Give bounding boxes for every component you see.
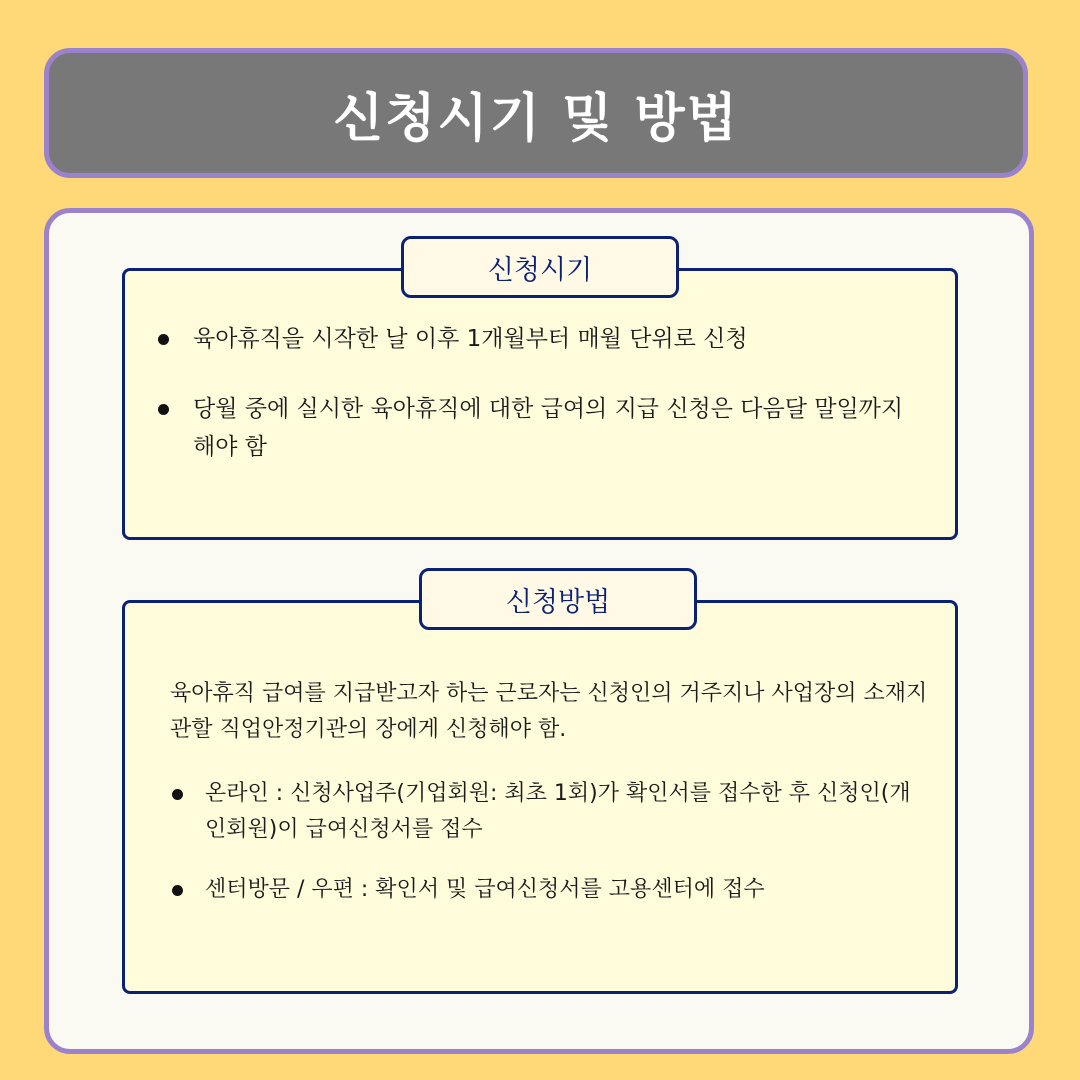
bullet-dot-icon bbox=[172, 789, 183, 800]
bullet-dot-icon bbox=[158, 404, 169, 415]
timing-bullet-item bbox=[158, 320, 918, 358]
timing-bullet-text: 당월 중에 실시한 육아휴직에 대한 급여의 지급 신청은 다음달 말일까지 해야 함 bbox=[193, 396, 904, 460]
timing-section-tab bbox=[401, 236, 679, 298]
page-title: 신청시기 및 방법 bbox=[333, 88, 739, 149]
method-section-title: 신청방법 bbox=[505, 586, 611, 618]
method-bullet-item bbox=[172, 872, 912, 908]
bullet-dot-icon bbox=[158, 334, 169, 345]
method-intro-text: 육아휴직 급여를 지급받고자 하는 근로자는 신청인의 거주지나 사업장의 소재지 관할 직업안정기관의 장에게 신청해야 함. bbox=[170, 681, 928, 742]
timing-section-title: 신청시기 bbox=[487, 254, 593, 286]
method-bullet-text: 온라인 : 신청사업주(기업회원: 최초 1회)가 확인서를 접수한 후 신청인(개인회원)이 급여신청서를 접수 bbox=[205, 781, 911, 842]
timing-bullet-item bbox=[158, 390, 918, 466]
bullet-dot-icon bbox=[172, 885, 183, 896]
method-section-tab bbox=[419, 568, 697, 630]
title-banner bbox=[44, 48, 1028, 178]
method-bullet-item bbox=[172, 776, 912, 848]
method-bullet-text: 센터방문 / 우편 : 확인서 및 급여신청서를 고용센터에 접수 bbox=[205, 877, 765, 902]
timing-bullet-text: 육아휴직을 시작한 날 이후 1개월부터 매월 단위로 신청 bbox=[193, 326, 748, 352]
